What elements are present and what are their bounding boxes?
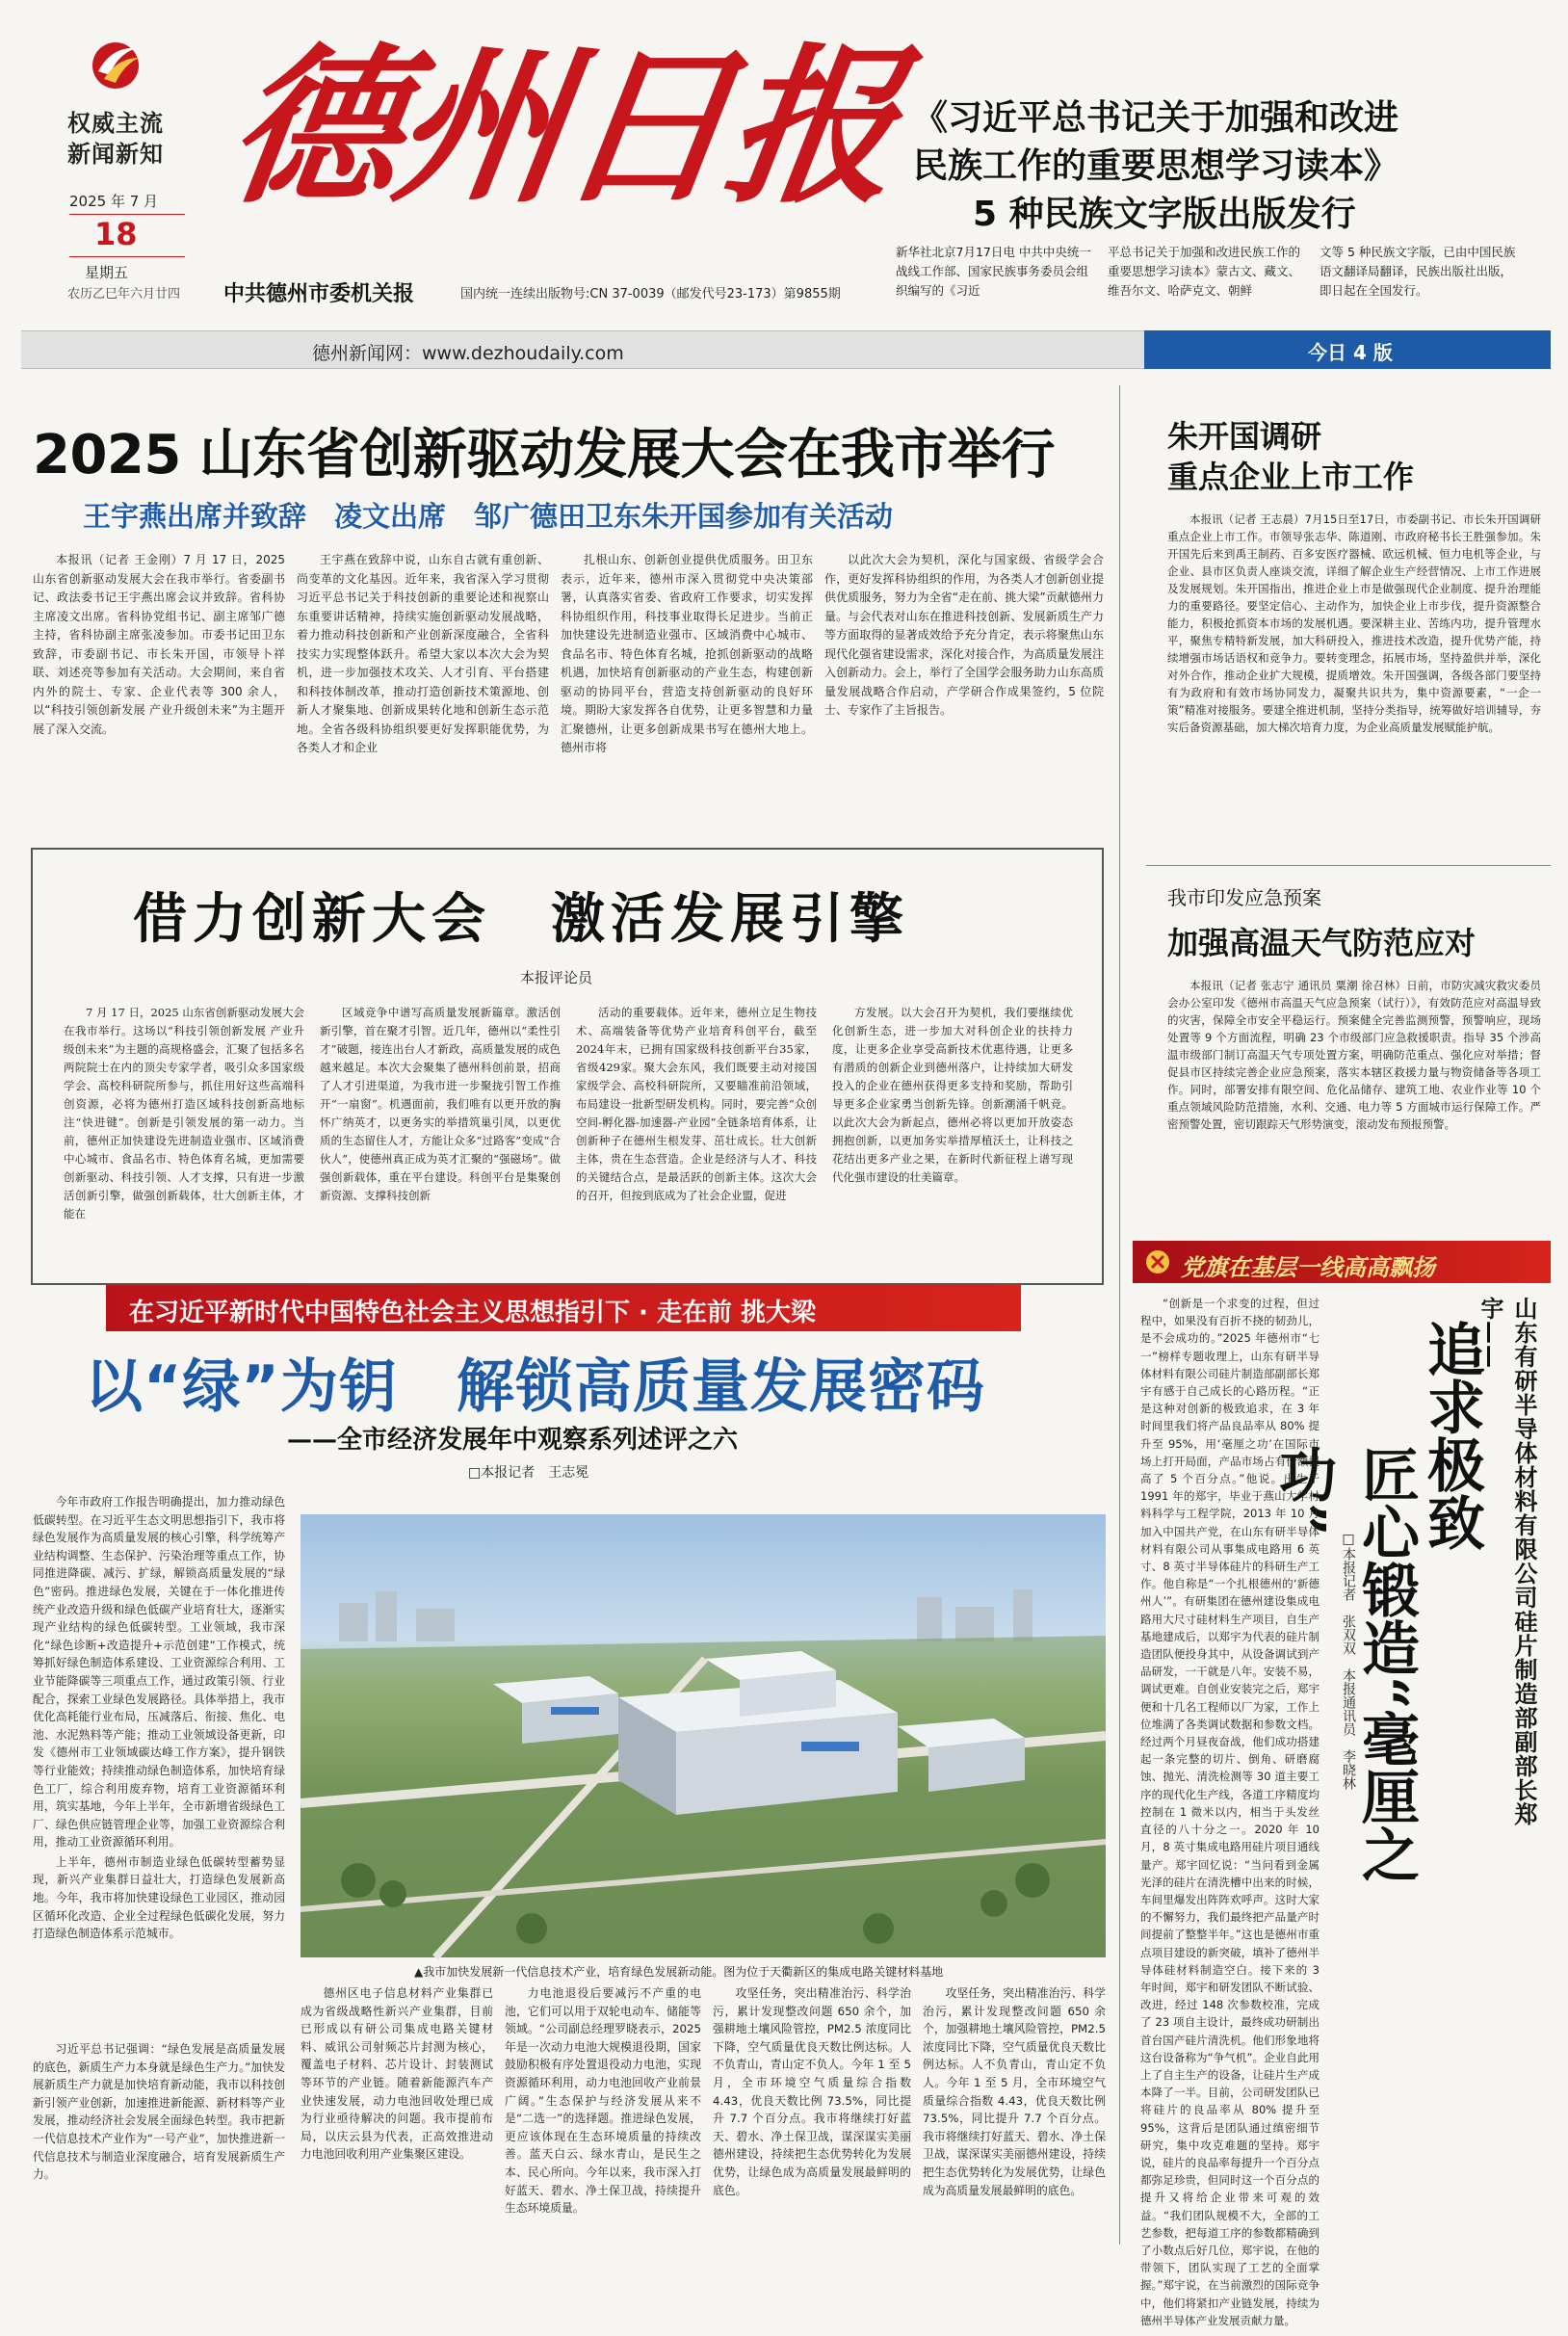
feature-byline: □本报记者 王志冕 [468,1465,589,1481]
date-divider-bottom [69,256,185,257]
top-news-col1: 新华社北京7月17日电 中共中央统一战线工作部、国家民族事务委员会组织编写的《习近 [896,245,1091,298]
right-news2-kicker: 我市印发应急预案 [1167,886,1321,909]
logo-icon [89,37,143,91]
party-headline-v2: 匠心锻造“毫厘之功” [1269,1445,1420,1883]
lead-headline: 2025 山东省创新驱动发展大会在我市举行 [33,424,1055,486]
party-banner [1133,1241,1551,1283]
website-url[interactable]: 德州新闻网：www.dezhoudaily.com [312,343,624,364]
commentary-headline: 借力创新大会 激活发展引擎 [133,887,909,951]
lead-col4: 以此次大会为契机，深化与国家级、省级学会合作，更好发挥科协组织的作用，为各类人才创新创业提供优质服务，努力为全省“走在前、挑大梁”贡献德州力量。与会代表对山东在推进科技创新、发展新质生产力等方面取得的显著成效给予充分肯定，表示将聚焦山东现代化强省建设需求，深化对接合作，为高质量发展注入创新动力。会上，举行了全国学会服务助力山东高质量发展战略合作启动，产学研合作成果签约，5 位院士、专家作了主旨报告。 [824,553,1104,717]
factory-illustration [301,1514,1106,1957]
commentary-col3: 活动的重要载体。近年来，德州立足生物技术、高端装备等优势产业培育科创平台，截至2024年末，已拥有国家级科技创新平台35家，省级429家。聚大会东风，我们既要主动对接国家级学会、高校科研院所，又要瞄准前沿领域，布局建设一批新型研发机构。同时，要完善“众创空间-孵化器-加速器-产业园”全链条培育体系，让创新种子在德州生根发芽、茁壮成长。壮大创新主体，贵在生态营造。企业是经济与人才、科技的关键结合点，是最活跃的创新主体。这次大会的召开，但按到底成为了社会企业盟，促进 [576,1006,817,1202]
right-news2-headline: 加强高温天气防范应对 [1167,925,1477,961]
party-subtitle-vertical: 山东有研半导体材料有限公司硅片制造部副部长郑宇—— [1477,1297,1537,1826]
feature-col2: 习近平总书记强调：“绿色发展是高质量发展的底色，新质生产力本身就是绿色生产力。”加快发展新质生产力就是加快培育新动能，我市以科技创新引领产业创新，加速推进新能源、新材料等产业发展，推动经济社会发展全面绿色转型。我市把新一代信息技术产业作为“一号产业”，加快推进新一代信息技术与制造业深度融合，培育发展新质生产力。 [33,2042,285,2182]
organ-name: 中共德州市委机关报 [223,282,415,306]
feature-col3: 德州区电子信息材料产业集群已成为省级战略性新兴产业集群，目前已形成以有研公司集成电路关键材料、威讯公司射频芯片封测为核心，覆盖电子材料、芯片设计、封装测试等环节的产业链。随着新能源汽车产业快速发展，动力电池回收处理已成为行业亟待解决的问题。我市提前布局，以庆云县为代表，正高效推进动力电池回收利用产业集聚区建设。 [301,1986,493,2162]
feature-col5: 攻坚任务，突出精准治污、科学治污，累计发现整改问题 650 余个，加强耕地土壤风险管控，PM2.5 浓度同比下降，空气质量优良天数比例达标。人不负青山，青山定不负人。今年 1 至 5 月，全市环境空气质量综合指数 4.43，优良天数比例 73.5%，同比提升 7.7 个百分点。我市将继续打好蓝天、碧水、净土保卫战，谋深谋实美丽德州建设，持续把生态优势转化为发展优势，让绿色成为高质量发展最鲜明的底色。 [713,1986,911,2197]
party-banner-title: 党旗在基层一线高高飘扬 [1181,1254,1435,1281]
commentary-col1: 7 月 17 日，2025 山东省创新驱动发展大会在我市举行。这场以“科技引领创新发展 产业升级创未来”为主题的高规格盛会，汇聚了包括多名两院院士在内的顶尖专家学者，吸引众多国家级学会、高校科研院所参与，抓住用好这些高端科创资源，必将为德州打造区域科技创新高地标注“快进键”。创新是引领发展的第一动力。当前，德州正加快建设先进制造业强市、区域消费中心城市、食品名市、特色体育名城，更加需要创新驱动、科技引领、人才支撑，只有进一步激活创新引擎，做强创新载体，壮大创新主体，才能在 [64,1006,304,1220]
feature-col1: 今年市政府工作报告明确提出，加力推动绿色低碳转型。在习近平生态文明思想指引下，我市将绿色发展作为高质量发展的核心引擎，科学统筹产业结构调整、生态保护、污染治理等重点工作，协同推进降碳、减污、扩绿，解锁高质量发展的“绿色”密码。推进绿色发展，关键在于一体化推进传统产业改造升级和绿色低碳产业培育壮大，逐渐实现产业结构的绿色低碳转型。工业领域，我市深化“绿色诊断+改造提升+示范创建”工作模式，统筹抓好绿色制造体系建设、工业资源综合利用、工业节能降碳等三项重点工作，通过政策引领、行业配合，探索工业绿色发展路径。具体举措上，我市优化高耗能行业布局，压减落后、衔接、焦化、电池、水泥熟料等产能；推动工业领域设备更新，印发《德州市工业领域碳达峰工作方案》，提升钢铁等行业能效；持续推动绿色制造体系，加快培育绿色工厂，综合利用废弃物，培育工业资源循环利用，筑实基地，今年上半年，全市新增省级绿色工厂、绿色供应链管理企业等，加强工业资源综合利用，推动工业资源循环利用。 上半年，德州市制造业绿色低碳转型蓄势显现，新兴产业集群日益壮大，打造绿色发展新高地。今年，我市将加快建设绿色工业园区，推动园区循环化改造、企业全过程绿色低碳化发展，努力打造绿色制造体系示范城市。 [33,1495,285,1941]
column-divider [1119,385,1120,2244]
date-day: 18 [94,216,138,252]
slogan-line1: 权威主流 [67,110,164,137]
party-flag-icon [1144,1248,1171,1275]
party-text-upper: “创新是一个求变的过程，但过程中，如果没有百折不挠的韧劲儿，是不会成功的。”2025 年德州市“七一”榜样专题收理上，山东有研半导体材料有限公司硅片制造部副部长郑宇有感于自己成长的心路历程。“正是这种对创新的极致追求，在 3 年时间里我们将产品良品率从 80% 提升至 95%，用‘毫厘之功’在国际市场上打开局面，产品市场占有份额提高了 5 个百分点。”他说。出生于 1991 年的郑宇，毕业于燕山大学材料科学与工程学院，2013 年 10 月加入中国共产党，在山东有研半导体材料有限公司从事集成电路用 6 英寸、8 英寸半导体硅片的科研生产工作。他自称是“一个扎根德州的‘新德州人’”。有研集团在德州建设集成电路用大尺寸硅材料生产项目，自生产基地建成后，以郑宇为代表的硅片制造团队便投身其中，从设备调试到产品研发，一干就是八年。安装不易，调试更难。自创业安装完之后，郑宇便和十几名工程师以厂为家，工作上位堆满了各类调试数据和参数文档。经过两个月昼夜奋战，他们成功搭建起一条完整的切片、倒角、研磨腐蚀、抛光、清洗检测等 30 道主要工序的现代化生产线，各道工序精度均控制在 1 微米以内，相当于头发丝直径的八十分之一。2020 年 10 月，8 英寸集成电路用硅片项目通线量产。郑宇回忆说：“当问看到金属光泽的硅片在清洗槽中出来的时候，车间里爆发出阵阵欢呼声。这时大家的不懈努力，我们最终把产品量产时间提前了整整半年。”这也是德州市重点项目建设的新突破，填补了德州半导体硅材料制造空白。接下来的 3 年时间，郑宇和研发团队不断试验、改进，经过 148 次参数校准，完成了 23 项自主设计，最终成功研制出首台国产硅片清洗机。他们形象地将这台设备称为“争气机”。企业自此用上了自主生产的设备，让硅片生产成本降了一半。目前，公司研发团队已将硅片的良品率从 80% 提升至 95%，这背后是团队通过缜密细节研究，集中攻克难题的坚持。郑宇说，硅片的良品率每提升一个百分点都弥足珍贵，但同时这一个百分点的提升又将给企业带来可观的效益。“我们团队规模不大，全部的工艺参数，把每道工序的参数都精确到了小数点后好几位，郑宇说，在他的带领下，团队实现了工艺的全面掌握。”郑宇说，在当前激烈的国际竞争中，他们将紧扣产业链发展，持续为德州半导体产业发展贡献力量。 [1140,1297,1320,2327]
top-news-headline-1: 《习近平总书记关于加强和改进 [913,98,1399,138]
date-divider-top [69,214,185,215]
right-divider-1 [1146,865,1551,866]
lunar-date: 农历乙巳年六月廿四 [67,287,181,302]
right-news1-headline-2: 重点企业上市工作 [1167,459,1415,495]
masthead [0,0,1568,328]
top-news-col2: 平总书记关于加强和改进民族工作的重要思想学习读本》蒙古文、藏文、维吾尔文、哈萨克文、朝鲜 [1108,245,1301,298]
registration-number: 国内统一连续出版物号:CN 37-0039（邮发代号23-173）第9855期 [460,287,841,302]
feature-headline: 以“绿”为钥 解锁高质量发展密码 [85,1353,985,1421]
top-news-col3: 文等 5 种民族文字版，已由中国民族语文翻译局翻译，民族出版社出版，即日起在全国发行。 [1320,245,1516,298]
commentary-col2: 区域竞争中谱写高质量发展新篇章。激活创新引擎，首在聚才引智。近几年，德州以“柔性引才”破题，接连出台人才新政，高质量发展的成色越来越足。本次大会聚集了德州科创前景，招商了人才引进渠道，为我市进一步聚拢引智工作推开“一扇窗”。机遇面前，我们唯有以更开放的胸怀广纳英才，以更务实的举措筑巢引凤，以更优质的生态留住人才，方能让众多“过路客”变成“合伙人”，使德州真正成为英才汇聚的“强磁场”。做强创新载体，重在平台建设。科创平台是集聚创新资源、支撑科技创新 [320,1006,561,1202]
right-news1-headline-1: 朱开国调研 [1167,418,1322,455]
party-byline-vertical: □本报记者 张双双 本报通讯员 李晓林 [1341,1532,1356,1790]
pages-box [1144,330,1551,369]
date-year-month: 2025 年 7 月 [69,193,159,210]
commentary-box [31,848,1104,1285]
top-news-headline-3: 5 种民族文字版出版发行 [973,195,1356,234]
feature-photo [301,1514,1106,1957]
commentary-col4: 方发展。以大会召开为契机，我们要继续优化创新生态，进一步加大对科创企业的扶持力度，让更多企业享受高新技术优惠待遇，让更多有潜质的创新企业到德州落户，让持续加大研发投入的企业在德州获得更多支持和奖励，帮助引导更多企业家勇当创新先锋。创新潮涌千帆竞。以此次大会为新起点，德州必将以更加开放姿态拥抱创新，以更加务实举措厚植沃土，让科技之花结出更多产业之果，在新时代新征程上谱写现代化强市建设的壮美篇章。 [832,1006,1073,1184]
website-bar [21,330,1551,369]
lead-col3: 扎根山东、创新创业提供优质服务。田卫东表示，近年来，德州市深入贯彻党中央决策部署，认真落实省委、省政府工作要求，切实发挥科协组织作用，科技事业取得长足进步。当前正加快建设先进制造业强市、区域消费中心城市、食品名市、特色体育名城，抢抓创新驱动的战略机遇，加快培育创新驱动的产业生态，构建创新驱动的协同平台，营造支持创新驱动的良好环境。期盼大家发挥各自优势，让更多智慧和力量汇聚德州，让更多创新成果书写在德州大地上。德州市将 [561,553,813,754]
right-news2-text: 本报讯（记者 张志宁 通讯员 粟潮 徐召林）日前，市防灾减灾救灾委员会办公室印发《德州市高温天气应急预案（试行）》，有效防范应对高温导致的灾害，保障全市安全平稳运行。预案健全完善监测预警，预警响应，现场处置等 9 个方面流程，明确 23 个市级部门应急救援职责。指导 35 个涉高温市级部门制订高温天气专项处置方案，明确防范重点、强化应对举措；督促县市区持续完善企业应急预案，落实本辖区救援力量与物资储备等各项工作。同时，部署安排有限空间、危化品储存、建筑工地、农业作业等 10 个重点领域风险防范措施，水利、交通、电力等 5 方面城市运行保障工作。严密预警处置，密切跟踪天气形势演变，滚动发布预报预警。 [1167,979,1541,1131]
lead-col1: 本报讯（记者 王金刚）7 月 17 日，2025 山东省创新驱动发展大会在我市举行。省委副书记、政法委书记王宇燕出席会议并致辞。省科协主席凌文出席。省科协党组书记、副主席邹广德主持，省科协副主席张凌参加。市委书记田卫东致辞，市委副书记、市长朱开国，市领导卜祥联、刘述亮等参加有关活动。大会期间，来自省内外的院士、专家、企业代表等 300 余人，以“科技引领创新发展 产业升级创未来”为主题开展了深入交流。 [33,553,285,736]
party-headline-v1: 追求极致 [1418,1320,1485,1551]
feature-banner-text: 在习近平新时代中国特色社会主义思想指引下 · 走在前 挑大梁 [129,1299,817,1327]
slogan-line2: 新闻新知 [67,141,164,168]
weekday: 星期五 [85,264,129,281]
top-news-headline-2: 民族工作的重要思想学习读本》 [913,146,1399,186]
photo-caption: ▲我市加快发展新一代信息技术产业，培育绿色发展新动能。图为位于天衢新区的集成电路关键材料基地 [414,1965,944,1979]
right-news1-text: 本报讯（记者 王志晨）7月15日至17日，市委副书记、市长朱开国调研重点企业上市工作。市领导张志华、陈道刚、市政府秘书长王胜强参加。朱开国先后来到禹王制药、百多安医疗器械、欧远机械、恒力电机等企业，与企业、县市区负责人座谈交流，详细了解企业生产经营情况、上市工作进展及发展规划。朱开国指出，推进企业上市是做强现代企业制度、提升治理能力的重要路径。要坚定信心、主动作为，加快企业上市步伐，提升资源整合能力，积极抢抓资本市场的发展机遇。要深耕主业、苦练内功，提升管理水平，聚焦专精特新发展，加大科研投入，推进技术改造，提升优势产能，持续增强市场话语权和竞争力。要转变理念，拓展市场，坚持盈供并举，深化对外合作，推动企业扩大规模，提质增效。朱开国强调，各级各部门要坚持有为政府和有效市场协同发力，凝聚共识共为，集中资源要素，“一企一策”精准对接服务。要建全推进机制，坚持分类指导，统筹做好培训辅导，夯实后备资源基础，加大梯次培育力度，为企业高质量发展赋能护航。 [1167,512,1541,734]
feature-subtitle: ——全市经济发展年中观察系列述评之六 [287,1426,739,1455]
paper-name: 德州日报 [217,27,908,226]
lead-col2: 王宇燕在致辞中说，山东自古就有重创新、尚变革的文化基因。近年来，我省深入学习贯彻习近平总书记关于科技创新的重要论述和视察山东重要讲话精神，持续实施创新驱动发展战略，着力推动科技创新和产业创新深度融合，全省科技实力实现整体跃升。希望大家以本次大会为契机，进一步加强技术攻关、人才引育、平台搭建和科技体制改革，推动打造创新技术策源地、创新人才聚集地、创新成果转化地和创新生态示范地。全省各级科协组织要更好发挥职能优势，为各类人才和企业 [297,553,549,754]
feature-col6: 攻坚任务，突出精准治污、科学治污，累计发现整改问题 650 余个，加强耕地土壤风险管控，PM2.5 浓度同比下降，空气质量优良天数比例达标。人不负青山，青山定不负人。今年 1 至 5 月，全市环境空气质量综合指数 4.43，优良天数比例 73.5%，同比提升 7.7 个百分点。我市将继续打好蓝天、碧水、净土保卫战，谋深谋实美丽德州建设，持续把生态优势转化为发展优势，让绿色成为高质量发展最鲜明的底色。 [923,1986,1106,2197]
pages-count: 今日 4 版 [1308,341,1393,364]
lead-subhead: 王宇燕出席并致辞 凌文出席 邹广德田卫东朱开国参加有关活动 [83,500,894,533]
commentary-byline: 本报评论员 [520,969,593,986]
feature-col4: 力电池退役后要减污不产重的电池，它们可以用于双轮电动车、储能等领域。“公司副总经理罗晓表示，2025年是一次动力电池大规模退役期，国家鼓励积极有序处置退役动力电池，实现资源循环利用，动力电池回收产业前景广阔。”生态保护与经济发展从来不是“二选一”的选择题。推进绿色发展，更应该体现在生态环境质量的持续改善。蓝天白云、绿水青山，是民生之本、民心所向。今年以来，我市深入打好蓝天、碧水、净土保卫战，持续提升生态环境质量。 [505,1986,701,2216]
feature-banner [106,1285,1021,1331]
